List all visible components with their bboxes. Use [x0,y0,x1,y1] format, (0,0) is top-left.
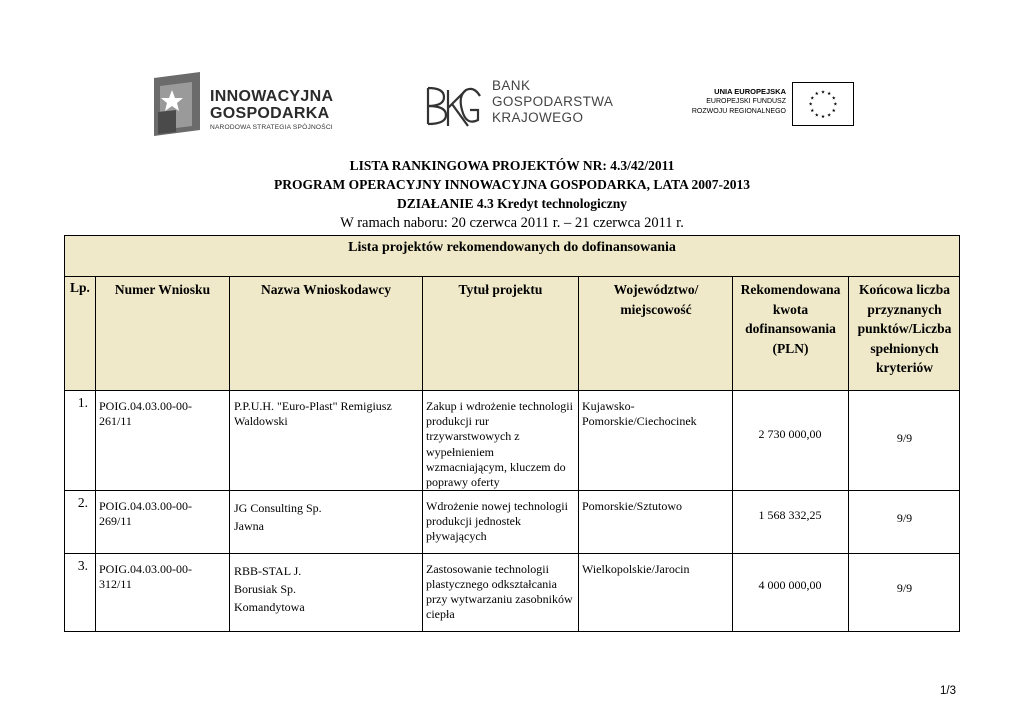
row3-numer: POIG.04.03.00-00-312/11 [99,562,192,591]
eu-star-icon: ★ [831,96,836,102]
row1-kwota: 2 730 000,00 [758,427,822,441]
row3-wojewodztwo: Wielkopolskie/Jarocin [582,562,690,576]
col-header-lp: Lp. [70,280,90,295]
eu-star-icon: ★ [827,91,832,97]
bgk-logo [422,78,622,134]
row2-numer: POIG.04.03.00-00-269/11 [99,499,192,528]
eu-star-icon: ★ [820,90,826,96]
eu-star-icon: ★ [808,102,813,108]
page-number: 1/3 [940,685,956,697]
bgk-logo-line2: GOSPODARSTWA [492,94,614,109]
eu-star-icon: ★ [831,108,836,114]
eu-star-icon: ★ [820,115,826,121]
document-header [0,156,1024,233]
eu-logo-line2: EUROPEJSKI FUNDUSZ [706,98,786,105]
eu-logo [678,82,858,128]
row2-wojewodztwo: Pomorskie/Sztutowo [582,499,683,513]
row2-lp: 2. [77,495,88,510]
row3-punkty: 9/9 [896,581,913,595]
row2-punkty: 9/9 [896,511,913,525]
col-header-punkty: Końcowa liczba przyznanych punktów/Liczba spełnionych kryteriów [857,282,952,375]
row1-punkty: 9/9 [896,431,913,445]
ig-logo-line2: GOSPODARKA [210,105,330,122]
recruitment-period: W ramach naboru: 20 czerwca 2011 r. – 21 czerwca 2011 r. [340,215,684,231]
bgk-monogram-icon [422,82,484,130]
row2-tytul: Wdrożenie nowej technologii produkcji jednostek pływających [426,499,568,543]
table-caption: Lista projektów rekomendowanych do dofinansowania [348,240,676,255]
bgk-logo-line1: BANK [492,78,531,93]
row1-wojewodztwo: Kujawsko-Pomorskie/Ciechocinek [582,399,697,428]
ranking-table [64,235,960,632]
row1-numer: POIG.04.03.00-00-261/11 [99,399,192,428]
eu-logo-line3: ROZWOJU REGIONALNEGO [691,108,786,115]
program-title: PROGRAM OPERACYJNY INNOWACYJNA GOSPODARKA, LATA 2007-2013 [273,177,750,192]
eu-flag-icon [792,82,854,126]
eu-logo-line1: UNIA EUROPEJSKA [714,87,786,96]
row3-nazwa: RBB-STAL J. Borusiak Sp. Komandytowa [234,564,305,614]
action-title: DZIAŁANIE 4.3 Kredyt technologiczny [396,196,627,211]
eu-star-icon: ★ [810,108,815,114]
col-header-tytul: Tytuł projektu [458,282,543,297]
col-header-nazwa: Nazwa Wnioskodawcy [261,282,391,297]
col-header-wojewodztwo: Województwo/ miejscowość [613,282,699,317]
row2-kwota: 1 568 332,25 [758,508,822,522]
ig-logo-line1: INNOWACYJNA [210,88,334,105]
bgk-logo-line3: KRAJOWEGO [492,110,584,125]
row1-tytul: Zakup i wdrożenie technologii produkcji rur trzywarstwowych z wypełnieniem wzmacniającym, kluczem do poprawy oferty [426,399,573,490]
row1-nazwa: P.P.U.H. "Euro-Plast" Remigiusz Waldowski [234,399,392,428]
eu-star-icon: ★ [833,102,838,108]
row1-lp: 1. [77,395,88,410]
eu-star-icon: ★ [814,113,819,119]
row3-kwota: 4 000 000,00 [758,578,822,592]
row3-lp: 3. [77,558,88,573]
ig-logo-subtitle: NARODOWA STRATEGIA SPÓJNOŚCI [210,124,333,131]
row3-tytul: Zastosowanie technologii plastycznego odkształcania przy wytwarzaniu zasobników ciepła [426,562,573,621]
col-header-numer: Numer Wniosku [114,282,211,297]
logo-bar [0,70,1024,140]
star-flag-icon [152,72,204,136]
innowacyjna-gospodarka-logo [152,72,362,138]
col-header-kwota: Rekomendowana kwota dofinansowania (PLN) [740,282,841,356]
eu-star-icon: ★ [810,96,815,102]
eu-star-icon: ★ [814,91,819,97]
document-title: LISTA RANKINGOWA PROJEKTÓW NR: 4.3/42/2011 [349,158,675,173]
eu-star-icon: ★ [827,113,832,119]
row2-nazwa: JG Consulting Sp. Jawna [234,501,322,533]
